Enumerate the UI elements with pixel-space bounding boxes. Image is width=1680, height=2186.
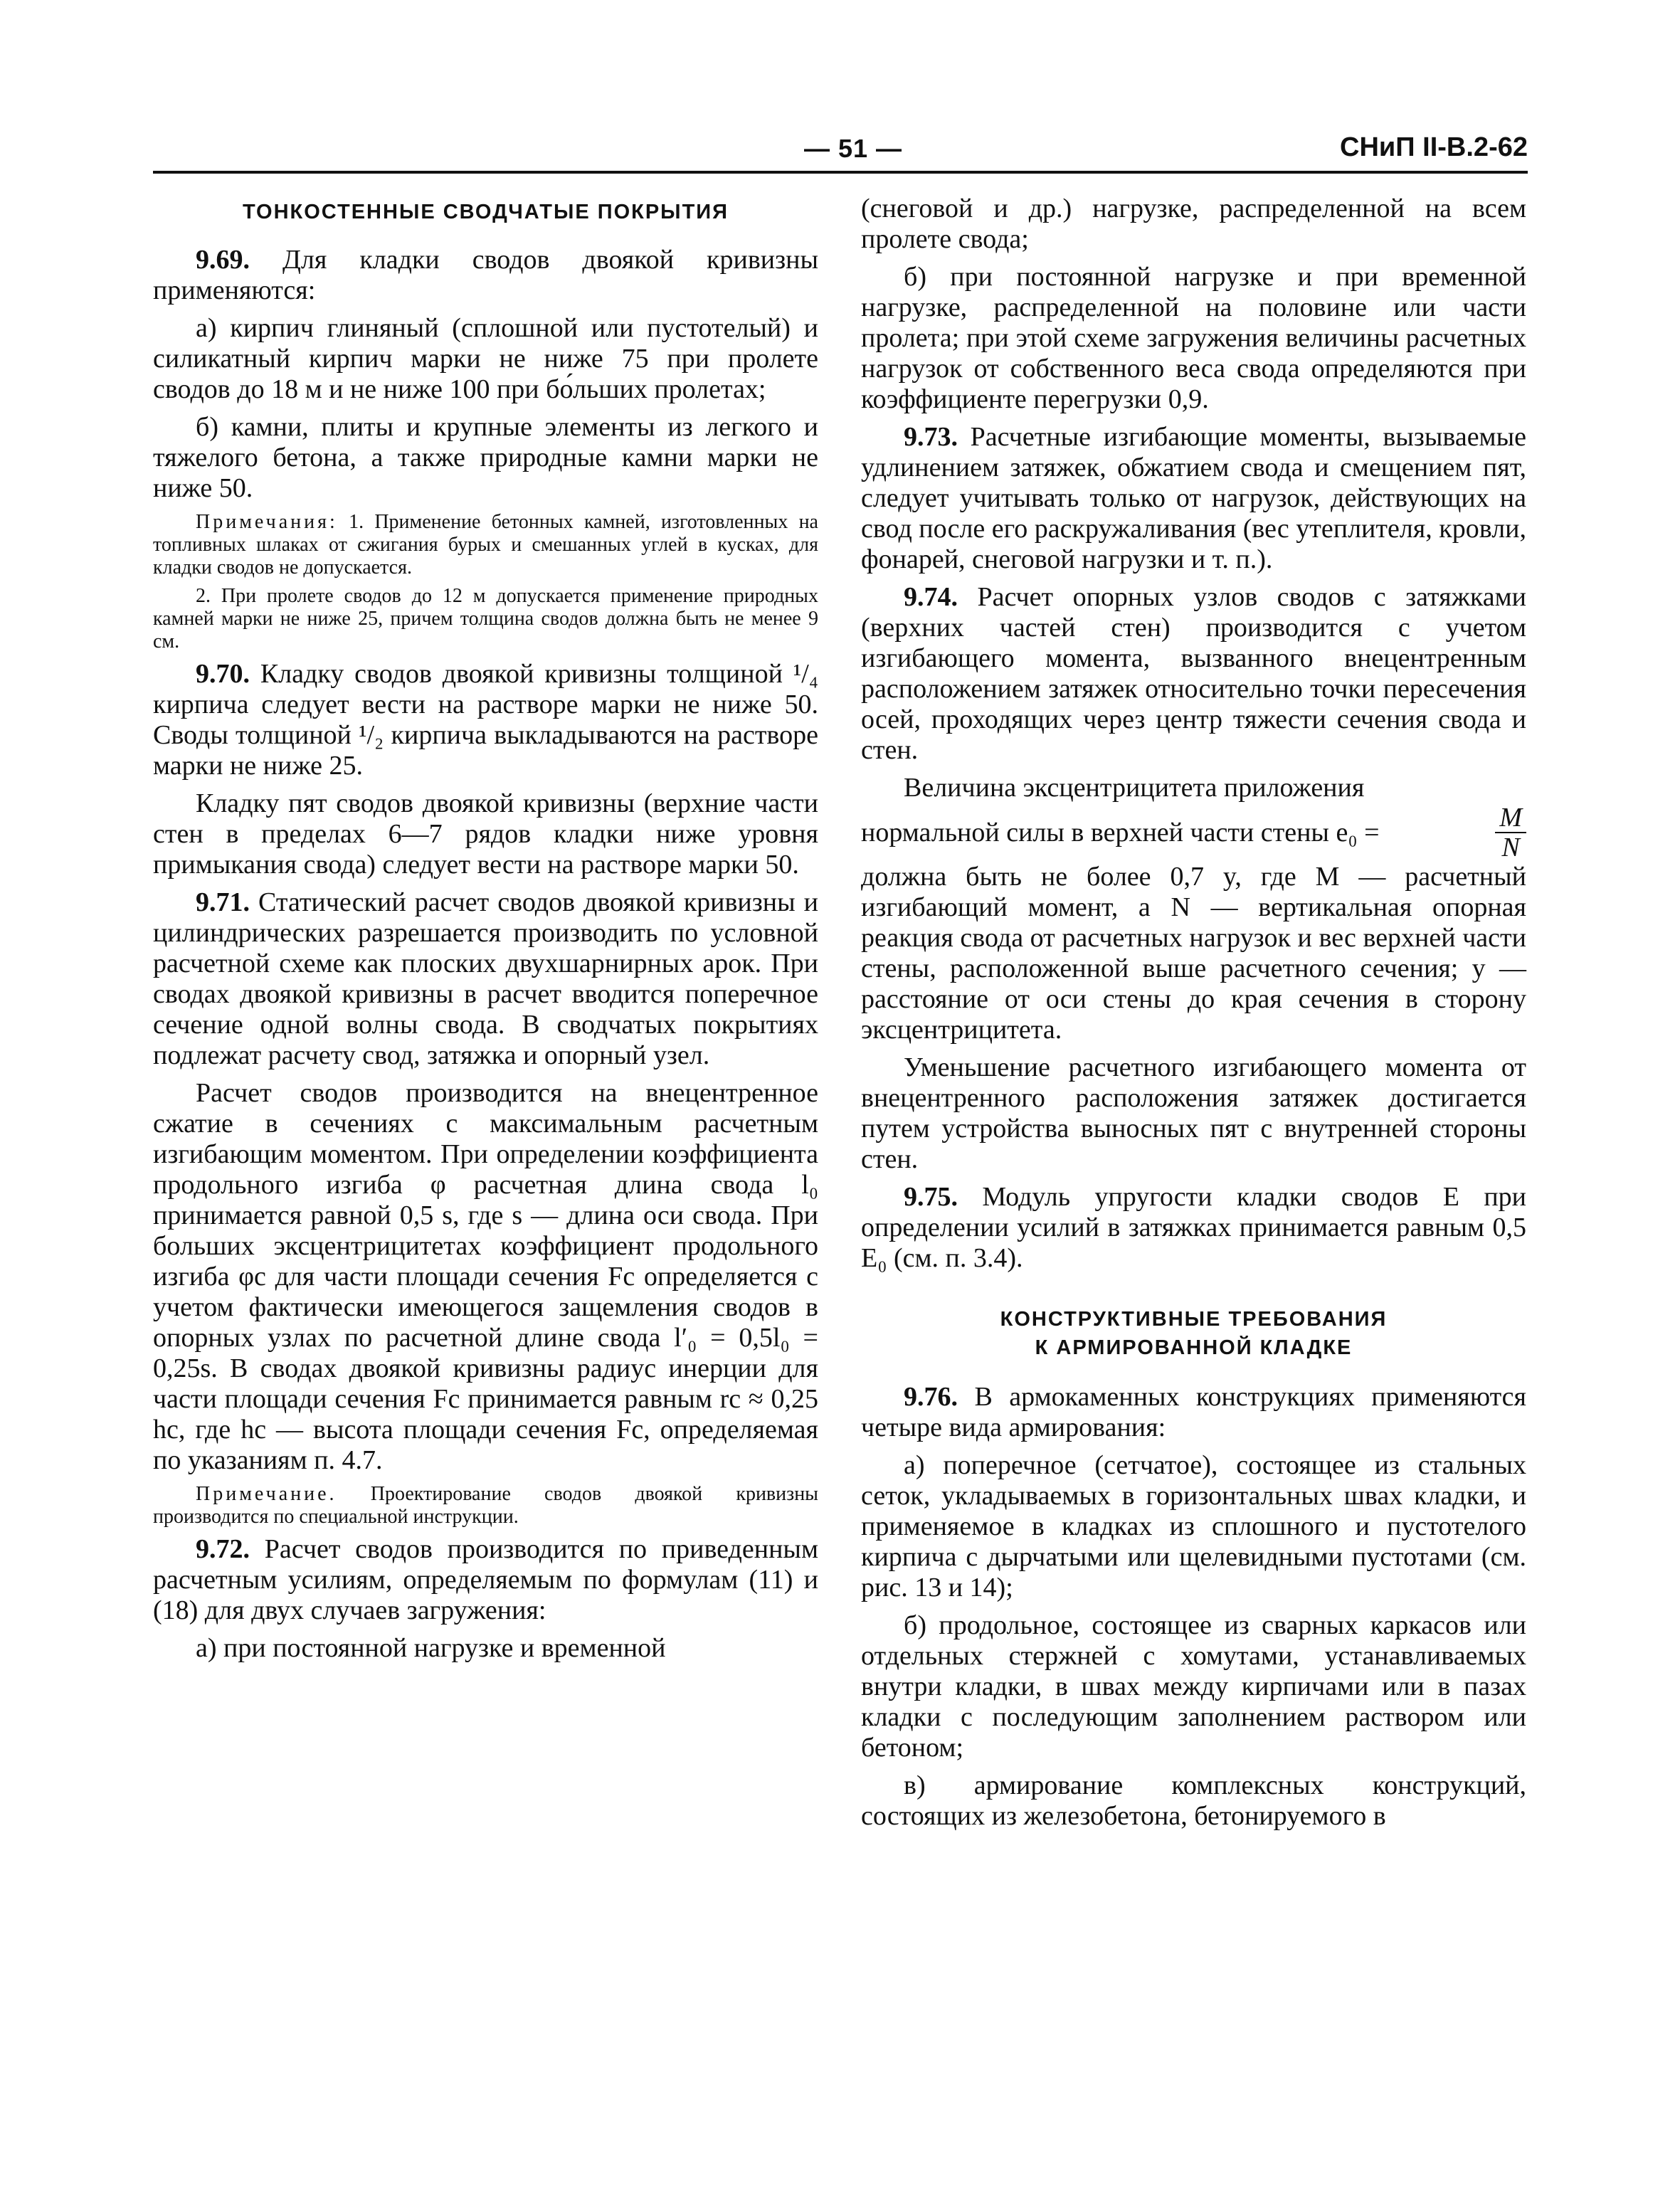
clause-number: 9.73. <box>904 422 958 452</box>
left-column <box>153 194 818 1671</box>
clause-9-74 <box>861 582 1526 766</box>
clause-number: 9.71. <box>196 887 250 917</box>
page-number: — 51 — <box>804 134 903 163</box>
clause-9-72-item-a: а) при постоянной нагрузке и временной <box>196 1633 666 1663</box>
heading-line-2: К АРМИРОВАННОЙ КЛАДКЕ <box>1035 1336 1353 1359</box>
eccentricity-formula-line <box>861 803 1526 862</box>
clause-9-76-item-b: б) продольное, состоящее из сварных каркасов или отдельных стержней с хомутами, устанавливаемых внутри кладки, в швах между кирпичами или в пазах кладки с последующим заполнением раствором или бетоном; <box>861 1610 1526 1763</box>
clause-9-69-item-b: б) камни, плиты и крупные элементы из легкого и тяжелого бетона, а также природные камни марки не ниже 50. <box>153 412 818 503</box>
clause-number: 9.72. <box>196 1534 250 1564</box>
note-1 <box>153 511 818 579</box>
fraction-denominator: N <box>1501 833 1520 862</box>
clause-text: Модуль упругости кладки сводов E при определении усилий в затяжках принимается равным 0,5 E₀ (см. п. 3.4). <box>861 1182 1526 1273</box>
header-rule <box>153 171 1528 174</box>
clause-number: 9.75. <box>904 1182 958 1212</box>
clause-9-74-continued: Уменьшение расчетного изгибающего момента от внецентренного расположения затяжек достигается путем устройства выносных пят с внутренней стороны стен. <box>861 1052 1526 1174</box>
fraction-m-over-n <box>1495 803 1526 862</box>
section-heading-reinforced <box>861 1305 1526 1362</box>
right-column <box>861 194 1526 1839</box>
clause-9-76 <box>861 1382 1526 1443</box>
clause-text: В армокаменных конструкциях применяются четыре вида армирования: <box>861 1382 1527 1442</box>
clause-text: Кладку сводов двоякой кривизны толщиной ¹/₄ кирпича следует вести на растворе марки не ниже 50. Своды толщиной ¹/₂ кирпича выкладываются на растворе марки не ниже 25. <box>153 659 819 781</box>
clause-9-69-item-a: а) кирпич глиняный (сплошной или пустотелый) и силикатный кирпич марки не ниже 75 при пролете сводов до 18 м и не ниже 100 при бо́льших пролетах; <box>153 313 818 404</box>
clause-text: Расчет опорных узлов сводов с затяжками (верхних частей стен) производится с учетом изгибающего момента, вызванного внецентренным расположением затяжек относительно точки пересечения осей, проходящих через центр тяжести сечения свода и стен. <box>861 582 1526 765</box>
note-text: 1. Применение бетонных камней, изготовленных на топливных шлаках от сжигания бурых и смешанных углей в кусках, для кладки сводов не допускается. <box>153 511 818 579</box>
clause-9-76-item-a: а) поперечное (сетчатое), состоящее из стальных сеток, укладываемых в горизонтальных швах кладки, и применяемое в кладках из сплошного и пустотелого кирпича с дырчатыми или щелевидными пустотами (см. рис. 13 и 14); <box>861 1450 1526 1602</box>
note-label: Примечания: <box>196 511 338 533</box>
clause-number: 9.69. <box>196 245 250 275</box>
clause-9-76-item-c: в) армирование комплексных конструкций, состоящих из железобетона, бетонируемого в <box>861 1770 1526 1831</box>
clause-9-71 <box>153 887 818 1071</box>
note-3 <box>153 1483 818 1528</box>
eccentricity-formula-text: нормальной силы в верхней части стены e₀ = <box>861 817 1380 848</box>
clause-9-72 <box>153 1534 818 1626</box>
note-label: Примечание. <box>196 1483 337 1505</box>
clause-9-71-continued: Расчет сводов производится на внецентренное сжатие в сечениях с максимальным расчетным изгибающим моментом. При определении коэффициента продольного изгиба φ расчетная длина свода l₀ принимается равной 0,5 s, где s — длина оси свода. При больших эксцентрицитетах коэффициент продольного изгиба φс для части площади сечения Fс определяется с учетом фактически имеющегося защемления сводов в опорных узлах по расчетной длине свода l′₀ = 0,5l₀ = 0,25s. В сводах двоякой кривизны радиус инерции для части площади сечения Fс принимается равным rс ≈ 0,25 hс, где hс — высота площади сечения Fс, определяемая по указаниям п. 4.7. <box>153 1078 818 1475</box>
eccentricity-line-1: Величина эксцентрицитета приложения <box>904 773 1365 803</box>
section-heading-vaults: ТОНКОСТЕННЫЕ СВОДЧАТЫЕ ПОКРЫТИЯ <box>243 201 729 223</box>
clause-9-70-continued: Кладку пят сводов двоякой кривизны (верхние части стен в пределах 6—7 рядов кладки ниже уровня примыкания свода) следует вести на растворе марки 50. <box>153 788 818 880</box>
heading-line-1: КОНСТРУКТИВНЫЕ ТРЕБОВАНИЯ <box>1000 1308 1388 1331</box>
clause-9-69 <box>153 245 818 306</box>
clause-9-73 <box>861 422 1526 575</box>
clause-9-72-item-b: б) при постоянной нагрузке и при временной нагрузке, распределенной на половине или части пролета; при этой схеме загружения величины расчетных нагрузок от собственного веса свода определяются при коэффициенте перегрузки 0,9. <box>861 262 1526 414</box>
clause-text: Статический расчет сводов двоякой кривизны и цилиндрических разрешается производить по условной расчетной схеме как плоских двухшарнирных арок. При сводах двоякой кривизны в расчет вводится поперечное сечение одной волны свода. В сводчатых покрытиях подлежат расчету свод, затяжка и опорный узел. <box>153 887 819 1070</box>
document-code: СНиП II-В.2-62 <box>1340 132 1528 162</box>
clause-number: 9.74. <box>904 582 958 612</box>
note-2: 2. При пролете сводов до 12 м допускается применение природных камней марки не ниже 25, причем толщина сводов должна быть не менее 9 см. <box>153 585 818 653</box>
eccentricity-explanation: должна быть не более 0,7 y, где M — расчетный изгибающий момент, а N — вертикальная опорная реакция свода от расчетных нагрузок и вес верхней части стены, расположенной выше расчетного сечения; y — расстояние от оси стены до края сечения в сторону эксцентрицитета. <box>861 862 1526 1045</box>
clause-text: Для кладки сводов двоякой кривизны применяются: <box>153 245 819 305</box>
clause-9-70 <box>153 659 818 781</box>
clause-text: Расчет сводов производится по приведенным расчетным усилиям, определяемым по формулам (11) и (18) для двух случаев загружения: <box>153 1534 818 1625</box>
clause-text: Расчетные изгибающие моменты, вызываемые удлинением затяжек, обжатием свода и смещением пят, следует учитывать только от нагрузок, действующих на свод после его раскружаливания (вес утеплителя, кровли, фонарей, снеговой нагрузки и т. п.). <box>861 422 1527 574</box>
note-text: Проектирование сводов двоякой кривизны производится по специальной инструкции. <box>153 1483 818 1528</box>
clause-9-75 <box>861 1182 1526 1274</box>
clause-number: 9.70. <box>196 659 250 689</box>
fraction-numerator: M <box>1495 803 1526 833</box>
clause-number: 9.76. <box>904 1382 958 1412</box>
clause-9-72-item-a-continued: (снеговой и др.) нагрузке, распределенной на всем пролете свода; <box>861 194 1526 254</box>
